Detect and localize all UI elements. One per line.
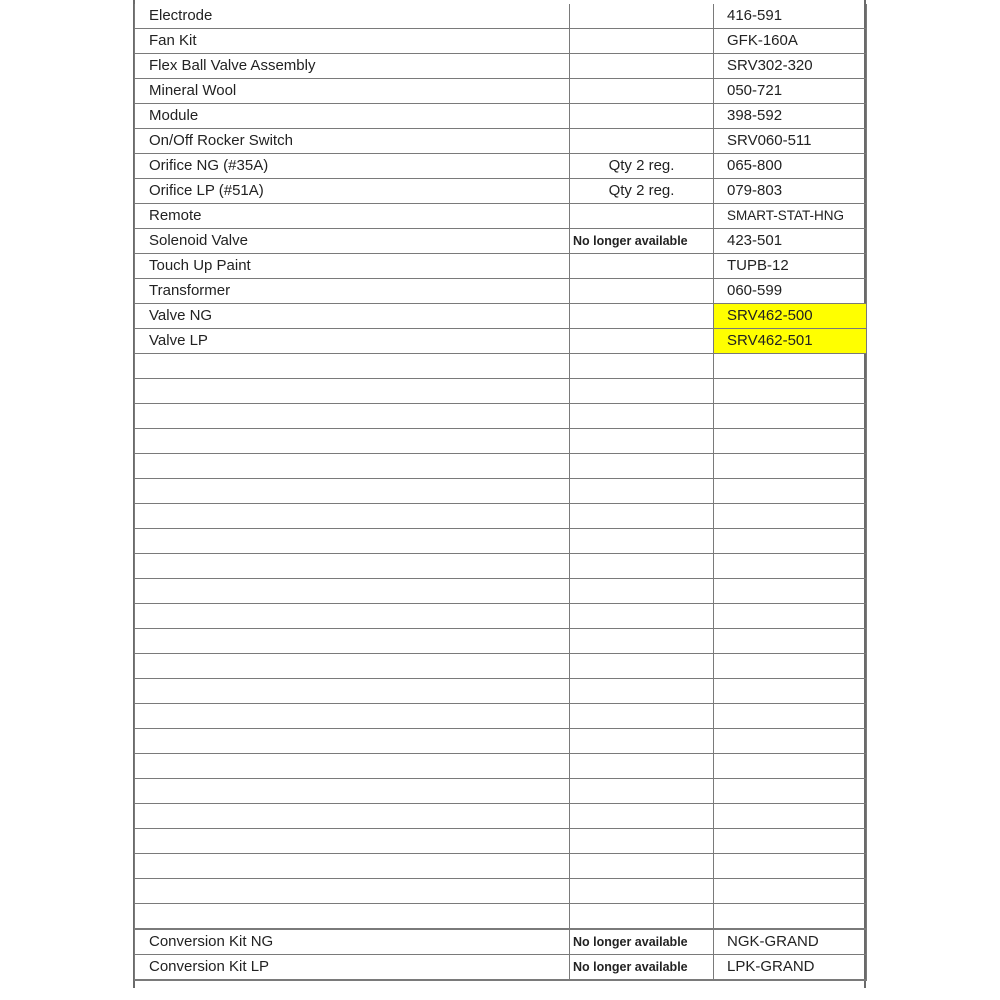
- empty-cell: [135, 904, 570, 930]
- note-cell: [570, 254, 714, 279]
- empty-cell: [570, 454, 714, 479]
- part-number-cell: 065-800: [714, 154, 867, 179]
- empty-cell: [570, 879, 714, 904]
- note-cell: [570, 29, 714, 54]
- empty-cell: [570, 529, 714, 554]
- part-name-cell: Transformer: [135, 279, 570, 304]
- part-name-cell: Conversion Kit LP: [135, 955, 570, 981]
- table-row: [135, 955, 867, 981]
- empty-cell: [570, 754, 714, 779]
- empty-cell: [135, 604, 570, 629]
- part-name-cell: Valve LP: [135, 329, 570, 354]
- empty-cell: [570, 554, 714, 579]
- part-name-cell: Flex Ball Valve Assembly: [135, 54, 570, 79]
- table-row: [135, 304, 867, 329]
- empty-cell: [570, 629, 714, 654]
- empty-cell: [135, 804, 570, 829]
- empty-table-row: [135, 729, 867, 754]
- empty-cell: [714, 629, 867, 654]
- empty-cell: [714, 454, 867, 479]
- empty-cell: [570, 729, 714, 754]
- empty-cell: [570, 804, 714, 829]
- note-cell: [570, 79, 714, 104]
- part-number-cell: TUPB-12: [714, 254, 867, 279]
- note-cell: [570, 4, 714, 29]
- note-cell: [570, 304, 714, 329]
- empty-table-row: [135, 504, 867, 529]
- table-row: [135, 29, 867, 54]
- empty-cell: [714, 504, 867, 529]
- table-row: [135, 129, 867, 154]
- empty-cell: [135, 754, 570, 779]
- empty-cell: [714, 554, 867, 579]
- empty-table-row: [135, 379, 867, 404]
- empty-table-row: [135, 454, 867, 479]
- note-cell: [570, 204, 714, 229]
- table-row: [135, 929, 867, 955]
- empty-table-row: [135, 429, 867, 454]
- empty-cell: [570, 604, 714, 629]
- part-number-cell: SRV302-320: [714, 54, 867, 79]
- part-name-cell: Touch Up Paint: [135, 254, 570, 279]
- empty-table-row: [135, 529, 867, 554]
- empty-table-row: [135, 579, 867, 604]
- part-name-cell: Remote: [135, 204, 570, 229]
- empty-cell: [570, 679, 714, 704]
- empty-cell: [135, 704, 570, 729]
- note-cell: Qty 2 reg.: [570, 179, 714, 204]
- part-number-cell: SMART-STAT-HNG: [714, 204, 867, 229]
- note-cell: Qty 2 reg.: [570, 154, 714, 179]
- empty-cell: [714, 829, 867, 854]
- part-number-cell: LPK-GRAND: [714, 955, 867, 981]
- part-name-cell: Orifice LP (#51A): [135, 179, 570, 204]
- empty-table-row: [135, 704, 867, 729]
- empty-cell: [135, 654, 570, 679]
- empty-cell: [714, 654, 867, 679]
- empty-table-row: [135, 779, 867, 804]
- empty-table-row: [135, 554, 867, 579]
- empty-table-row: [135, 804, 867, 829]
- part-name-cell: Valve NG: [135, 304, 570, 329]
- empty-table-row: [135, 479, 867, 504]
- empty-cell: [135, 854, 570, 879]
- empty-cell: [135, 504, 570, 529]
- empty-cell: [570, 704, 714, 729]
- empty-cell: [135, 679, 570, 704]
- empty-rows: [135, 354, 867, 930]
- empty-cell: [714, 404, 867, 429]
- empty-cell: [714, 879, 867, 904]
- empty-cell: [714, 729, 867, 754]
- note-cell: [570, 279, 714, 304]
- empty-cell: [570, 429, 714, 454]
- empty-cell: [135, 779, 570, 804]
- table-row: [135, 179, 867, 204]
- empty-cell: [714, 704, 867, 729]
- note-cell: [570, 54, 714, 79]
- empty-cell: [570, 854, 714, 879]
- empty-table-row: [135, 354, 867, 379]
- empty-cell: [570, 904, 714, 930]
- table-row: [135, 229, 867, 254]
- empty-cell: [570, 354, 714, 379]
- empty-cell: [135, 879, 570, 904]
- part-number-cell: 060-599: [714, 279, 867, 304]
- empty-cell: [570, 579, 714, 604]
- table-row: [135, 4, 867, 29]
- table-row: [135, 279, 867, 304]
- table-row: [135, 79, 867, 104]
- empty-cell: [714, 429, 867, 454]
- table-row: [135, 54, 867, 79]
- empty-cell: [714, 804, 867, 829]
- part-number-cell: 423-501: [714, 229, 867, 254]
- empty-cell: [714, 754, 867, 779]
- empty-table-row: [135, 904, 867, 930]
- availability-note-cell: No longer available: [570, 929, 714, 955]
- empty-cell: [714, 479, 867, 504]
- availability-note-cell: No longer available: [570, 955, 714, 981]
- empty-cell: [714, 379, 867, 404]
- parts-table: [134, 4, 867, 981]
- empty-cell: [135, 479, 570, 504]
- table-row: [135, 254, 867, 279]
- part-name-cell: Solenoid Valve: [135, 229, 570, 254]
- empty-table-row: [135, 854, 867, 879]
- empty-cell: [135, 354, 570, 379]
- availability-note-cell: No longer available: [570, 229, 714, 254]
- empty-cell: [714, 604, 867, 629]
- empty-cell: [135, 629, 570, 654]
- part-name-cell: Fan Kit: [135, 29, 570, 54]
- part-name-cell: Module: [135, 104, 570, 129]
- highlighted-part-number-cell: SRV462-501: [714, 329, 867, 354]
- part-number-cell: 416-591: [714, 4, 867, 29]
- empty-table-row: [135, 679, 867, 704]
- empty-cell: [714, 904, 867, 930]
- part-name-cell: Electrode: [135, 4, 570, 29]
- empty-cell: [135, 454, 570, 479]
- empty-table-row: [135, 629, 867, 654]
- table-row: [135, 154, 867, 179]
- empty-cell: [714, 679, 867, 704]
- empty-cell: [714, 579, 867, 604]
- empty-cell: [570, 779, 714, 804]
- empty-cell: [570, 504, 714, 529]
- part-number-cell: SRV060-511: [714, 129, 867, 154]
- empty-cell: [135, 554, 570, 579]
- part-number-cell: 398-592: [714, 104, 867, 129]
- empty-cell: [714, 354, 867, 379]
- empty-cell: [714, 854, 867, 879]
- empty-table-row: [135, 654, 867, 679]
- empty-table-row: [135, 879, 867, 904]
- empty-cell: [135, 529, 570, 554]
- note-cell: [570, 104, 714, 129]
- note-cell: [570, 129, 714, 154]
- empty-table-row: [135, 404, 867, 429]
- part-number-cell: 050-721: [714, 79, 867, 104]
- empty-cell: [714, 779, 867, 804]
- empty-cell: [570, 479, 714, 504]
- table-row: [135, 104, 867, 129]
- empty-cell: [570, 404, 714, 429]
- empty-cell: [135, 729, 570, 754]
- empty-table-row: [135, 604, 867, 629]
- empty-cell: [135, 404, 570, 429]
- part-number-cell: NGK-GRAND: [714, 929, 867, 955]
- empty-cell: [714, 529, 867, 554]
- empty-table-row: [135, 829, 867, 854]
- part-name-cell: On/Off Rocker Switch: [135, 129, 570, 154]
- empty-cell: [135, 429, 570, 454]
- empty-cell: [570, 379, 714, 404]
- part-number-cell: GFK-160A: [714, 29, 867, 54]
- empty-cell: [135, 379, 570, 404]
- part-name-cell: Orifice NG (#35A): [135, 154, 570, 179]
- note-cell: [570, 329, 714, 354]
- table-row: [135, 329, 867, 354]
- part-number-cell: 079-803: [714, 179, 867, 204]
- part-name-cell: Conversion Kit NG: [135, 929, 570, 955]
- highlighted-part-number-cell: SRV462-500: [714, 304, 867, 329]
- empty-cell: [135, 579, 570, 604]
- empty-cell: [135, 829, 570, 854]
- empty-cell: [570, 829, 714, 854]
- empty-table-row: [135, 754, 867, 779]
- part-name-cell: Mineral Wool: [135, 79, 570, 104]
- empty-cell: [570, 654, 714, 679]
- table-row: [135, 204, 867, 229]
